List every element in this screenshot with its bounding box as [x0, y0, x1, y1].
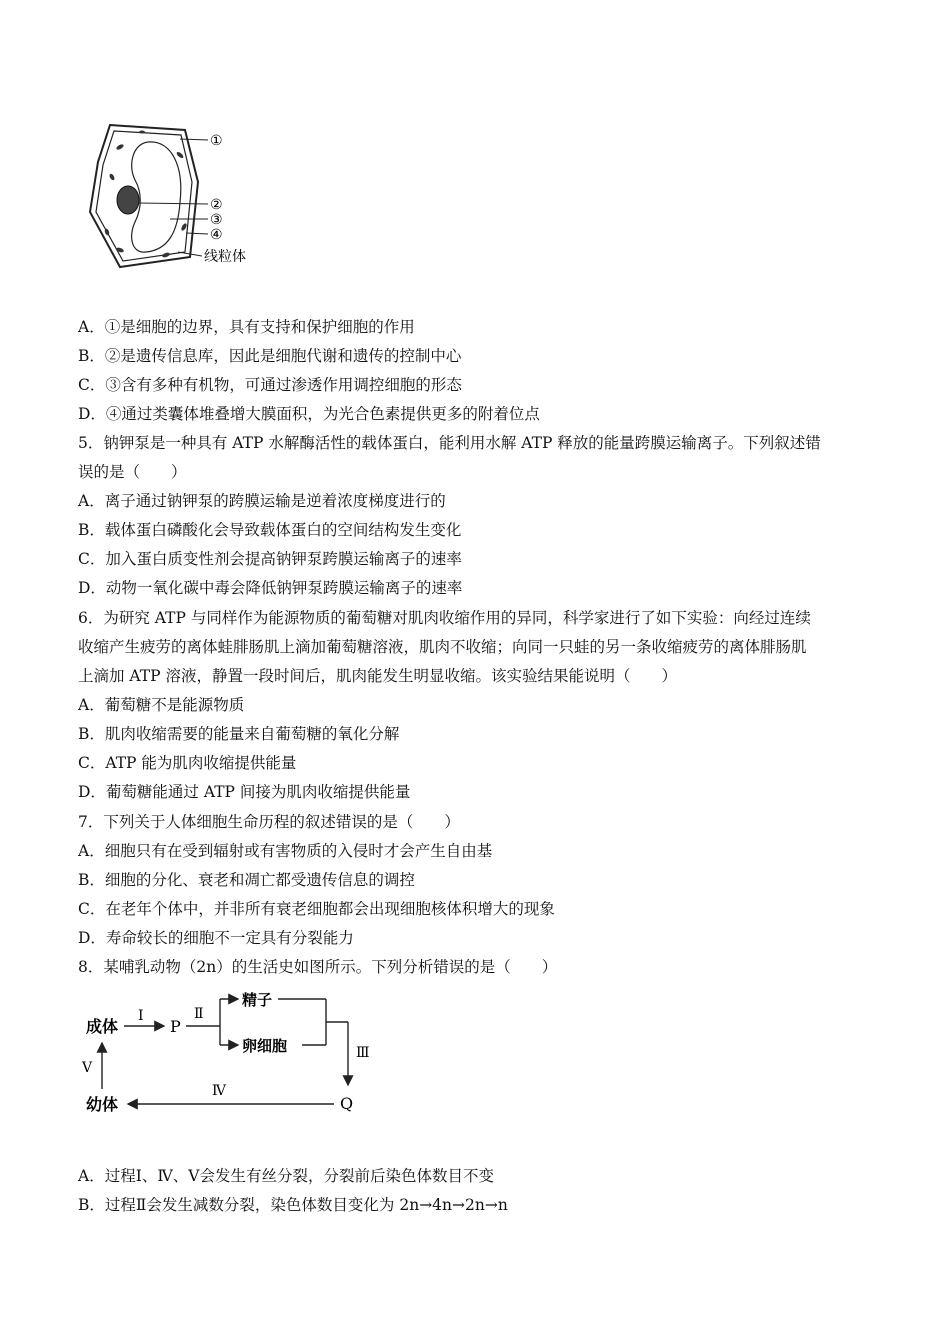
- q6-option-b: B．肌肉收缩需要的能量来自葡萄糖的氧化分解: [78, 725, 400, 743]
- q6-stem-line2: 收缩产生疲劳的离体蛙腓肠肌上滴加葡萄糖溶液，肌肉不收缩；向同一只蛙的另一条收缩疲劳的离体腓肠肌: [78, 638, 807, 656]
- q7-option-a: A．细胞只有在受到辐射或有害物质的入侵时才会产生自由基: [78, 842, 493, 860]
- q4-option-b: B．②是遗传信息库，因此是细胞代谢和遗传的控制中心: [78, 347, 462, 365]
- step-2-label: Ⅱ: [194, 1006, 204, 1022]
- q6-option-a: A．葡萄糖不是能源物质: [78, 696, 245, 714]
- q5-option-d: D．动物一氧化碳中毒会降低钠钾泵跨膜运输离子的速率: [78, 579, 463, 597]
- q6-stem-line3: 上滴加 ATP 溶液，静置一段时间后，肌肉能发生明显收缩。该实验结果能说明（ ）: [78, 667, 677, 685]
- step-5-label: Ⅴ: [82, 1060, 93, 1076]
- q7-stem: 7．下列关于人体细胞生命历程的叙述错误的是（ ）: [78, 813, 460, 831]
- q4-option-c: C．③含有多种有机物，可通过渗透作用调控细胞的形态: [78, 376, 462, 394]
- cell-label-1: ①: [210, 133, 223, 149]
- node-q: Q: [340, 1094, 354, 1113]
- node-adult: 成体: [86, 1017, 119, 1036]
- q6-option-d: D．葡萄糖能通过 ATP 间接为肌肉收缩提供能量: [78, 783, 411, 801]
- q5-option-b: B．载体蛋白磷酸化会导致载体蛋白的空间结构发生变化: [78, 521, 462, 539]
- q4-option-d: D．④通过类囊体堆叠增大膜面积，为光合色素提供更多的附着位点: [78, 405, 540, 423]
- q5-option-c: C．加入蛋白质变性剂会提高钠钾泵跨膜运输离子的速率: [78, 550, 462, 568]
- cell-label-mitochondria: 线粒体: [204, 249, 246, 265]
- q6-stem-line1: 6．为研究 ATP 与同样作为能源物质的葡萄糖对肌肉收缩作用的异同，科学家进行了如下实验：向经过连续: [78, 609, 811, 627]
- q7-option-b: B．细胞的分化、衰老和凋亡都受遗传信息的调控: [78, 871, 415, 889]
- q8-option-a: A．过程Ⅰ、Ⅳ、Ⅴ会发生有丝分裂，分裂前后染色体数目不变: [78, 1167, 494, 1185]
- cell-label-4: ④: [210, 227, 223, 243]
- q8-option-b: B．过程Ⅱ会发生减数分裂，染色体数目变化为 2n→4n→2n→n: [78, 1196, 508, 1214]
- life-cycle-figure: [78, 985, 378, 1135]
- step-1-label: Ⅰ: [138, 1008, 144, 1024]
- q5-stem-line1: 5．钠钾泵是一种具有 ATP 水解酶活性的载体蛋白，能利用水解 ATP 释放的能量跨膜运输离子。下列叙述错: [78, 434, 821, 452]
- plant-cell-figure: [80, 122, 270, 272]
- node-egg: 卵细胞: [242, 1037, 288, 1055]
- step-3-label: Ⅲ: [356, 1045, 370, 1061]
- q4-option-a: A．①是细胞的边界，具有支持和保护细胞的作用: [78, 318, 415, 336]
- step-4-label: Ⅳ: [212, 1083, 226, 1099]
- q6-option-c: C．ATP 能为肌肉收缩提供能量: [78, 754, 297, 772]
- q7-option-c: C．在老年个体中，并非所有衰老细胞都会出现细胞核体积增大的现象: [78, 900, 555, 918]
- q8-stem: 8．某哺乳动物（2n）的生活史如图所示。下列分析错误的是（ ）: [78, 958, 558, 976]
- q7-option-d: D．寿命较长的细胞不一定具有分裂能力: [78, 929, 354, 947]
- node-juvenile: 幼体: [86, 1095, 119, 1114]
- node-p: P: [170, 1017, 181, 1036]
- cell-label-3: ③: [210, 212, 223, 228]
- cell-label-2: ②: [210, 197, 223, 213]
- q5-option-a: A．离子通过钠钾泵的跨膜运输是逆着浓度梯度进行的: [78, 492, 446, 510]
- node-sperm: 精子: [242, 991, 273, 1009]
- q5-stem-line2: 误的是（ ）: [78, 463, 187, 481]
